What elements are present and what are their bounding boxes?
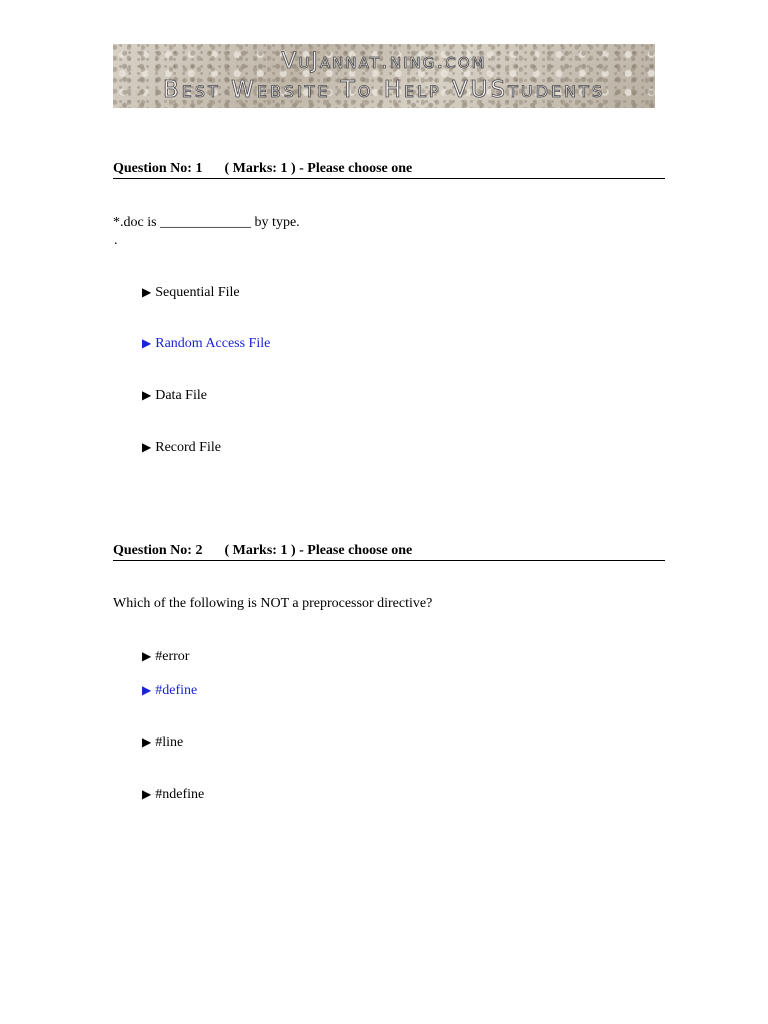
site-banner xyxy=(113,44,655,108)
right-pointing-triangle-icon: ▶ xyxy=(142,735,152,749)
question-1-option-3[interactable] xyxy=(142,387,207,404)
option-label: #define xyxy=(155,683,198,698)
right-pointing-triangle-icon: ▶ xyxy=(142,787,152,801)
banner-tagline: Best Website To Help VUStudents xyxy=(163,77,605,103)
option-label: #ndefine xyxy=(155,787,205,802)
right-pointing-triangle-icon: ▶ xyxy=(142,285,152,299)
option-label: #line xyxy=(155,735,184,750)
right-pointing-triangle-icon: ▶ xyxy=(142,683,152,697)
question-1-option-4[interactable] xyxy=(142,439,221,456)
question-1-marks: ( Marks: 1 ) - Please choose one xyxy=(224,161,413,176)
question-2-text: Which of the following is NOT a preprocessor directive? xyxy=(113,596,433,611)
question-1-number: Question No: 1 xyxy=(113,161,203,176)
question-2-marks: ( Marks: 1 ) - Please choose one xyxy=(224,543,413,558)
question-1-text: *.doc is _____________ by type. xyxy=(113,215,300,230)
option-label: #error xyxy=(155,649,190,664)
option-label: Random Access File xyxy=(155,336,271,351)
question-1-option-2[interactable] xyxy=(142,335,270,352)
option-label: Record File xyxy=(155,440,221,455)
question-2-number: Question No: 2 xyxy=(113,543,203,558)
question-1-trailing-mark: . xyxy=(114,233,118,248)
option-label: Sequential File xyxy=(155,285,240,300)
question-1-header xyxy=(113,161,665,179)
right-pointing-triangle-icon: ▶ xyxy=(142,388,152,402)
question-2-option-1[interactable] xyxy=(142,648,189,665)
question-1-option-1[interactable] xyxy=(142,284,240,301)
banner-site-name: VuJannat.ning.com xyxy=(281,49,487,74)
question-2-header xyxy=(113,543,665,561)
option-label: Data File xyxy=(155,388,207,403)
question-2-option-4[interactable] xyxy=(142,786,204,803)
question-2-option-2[interactable] xyxy=(142,682,197,699)
question-2-option-3[interactable] xyxy=(142,734,183,751)
right-pointing-triangle-icon: ▶ xyxy=(142,440,152,454)
right-pointing-triangle-icon: ▶ xyxy=(142,336,152,350)
right-pointing-triangle-icon: ▶ xyxy=(142,649,152,663)
